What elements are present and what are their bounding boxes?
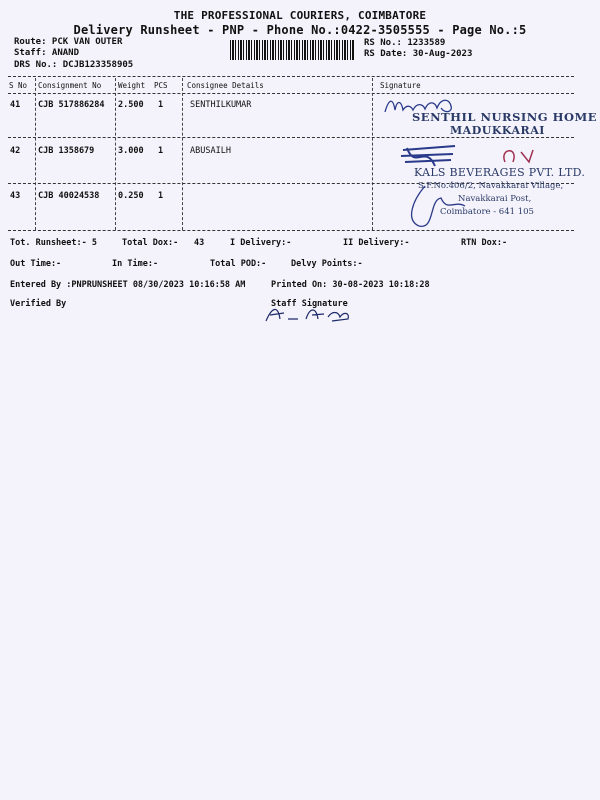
- col-divider: [35, 78, 36, 230]
- staff-label: Staff: ANAND: [14, 48, 80, 58]
- stamp-text: Coimbatore - 641 105: [440, 207, 534, 217]
- row-consignment: CJB 517886284: [38, 100, 105, 110]
- return-dox: RTN Dox:-: [461, 238, 508, 248]
- row-sno: 42: [10, 146, 21, 156]
- verified-by: Verified By: [10, 299, 67, 309]
- row-weight: 3.000: [118, 146, 144, 156]
- stamp-text: KALS BEVERAGES PVT. LTD.: [414, 166, 586, 179]
- col-consignee: Consignee Details: [187, 81, 264, 90]
- delivery-points: Delvy Points:-: [291, 259, 363, 269]
- printed-on: Printed On: 30-08-2023 10:18:28: [271, 280, 430, 290]
- total-dox-value: 43: [194, 238, 205, 248]
- col-weight: Weight: [118, 81, 146, 90]
- stamp-text: SENTHIL NURSING HOME: [412, 110, 597, 124]
- row-weight: 0.250: [118, 191, 144, 201]
- row-weight: 2.500: [118, 100, 144, 110]
- col-divider: [372, 78, 373, 230]
- row-sno: 43: [10, 191, 21, 201]
- row-sno: 41: [10, 100, 21, 110]
- company-name: THE PROFESSIONAL COURIERS, COIMBATORE: [173, 9, 427, 22]
- row-pcs: 1: [158, 100, 164, 110]
- row-pcs: 1: [158, 191, 164, 201]
- row-rule: [8, 137, 574, 138]
- out-time: Out Time:-: [10, 259, 62, 269]
- staff-signature-label: Staff Signature: [271, 299, 348, 309]
- row-consignee: ABUSAILH: [190, 146, 231, 156]
- rs-date: RS Date: 30-Aug-2023: [364, 49, 473, 59]
- row-consignment: CJB 1358679: [38, 146, 95, 156]
- col-pcs: PCS: [154, 81, 168, 90]
- route-label: Route: PCK VAN OUTER: [14, 37, 123, 47]
- row-pcs: 1: [158, 146, 164, 156]
- col-divider: [115, 78, 116, 230]
- col-consignment: Consignment No: [38, 81, 102, 90]
- barcode: [230, 40, 354, 60]
- stamp-text: S.F.No.406/2, Navakkarai Village,: [418, 181, 564, 191]
- col-sno: S No: [9, 81, 28, 90]
- runsheet-title: Delivery Runsheet - PNP - Phone No.:0422-3505555 - Page No.:5: [73, 23, 527, 37]
- staff-signature: [262, 303, 354, 325]
- total-dox-label: Total Dox:-: [122, 238, 179, 248]
- stamp-text: MADUKKARAI: [450, 124, 545, 137]
- entered-by: Entered By :PNPRUNSHEET 08/30/2023 10:16:58 AM: [10, 280, 246, 290]
- first-delivery: I Delivery:-: [230, 238, 292, 248]
- total-runsheet: Tot. Runsheet:- 5: [10, 238, 97, 248]
- table-header-rule: [8, 93, 574, 94]
- drs-number: DRS No.: DCJB123358905: [14, 60, 134, 70]
- row-consignment: CJB 40024538: [38, 191, 100, 201]
- second-delivery: II Delivery:-: [343, 238, 410, 248]
- col-divider: [182, 78, 183, 230]
- table-top-rule: [8, 76, 574, 77]
- in-time: In Time:-: [112, 259, 159, 269]
- row-consignee: SENTHILKUMAR: [190, 100, 252, 110]
- total-pod: Total POD:-: [210, 259, 267, 269]
- col-signature: Signature: [380, 81, 421, 90]
- rs-number: RS No.: 1233589: [364, 38, 446, 48]
- stamp-text: Navakkarai Post,: [458, 194, 532, 204]
